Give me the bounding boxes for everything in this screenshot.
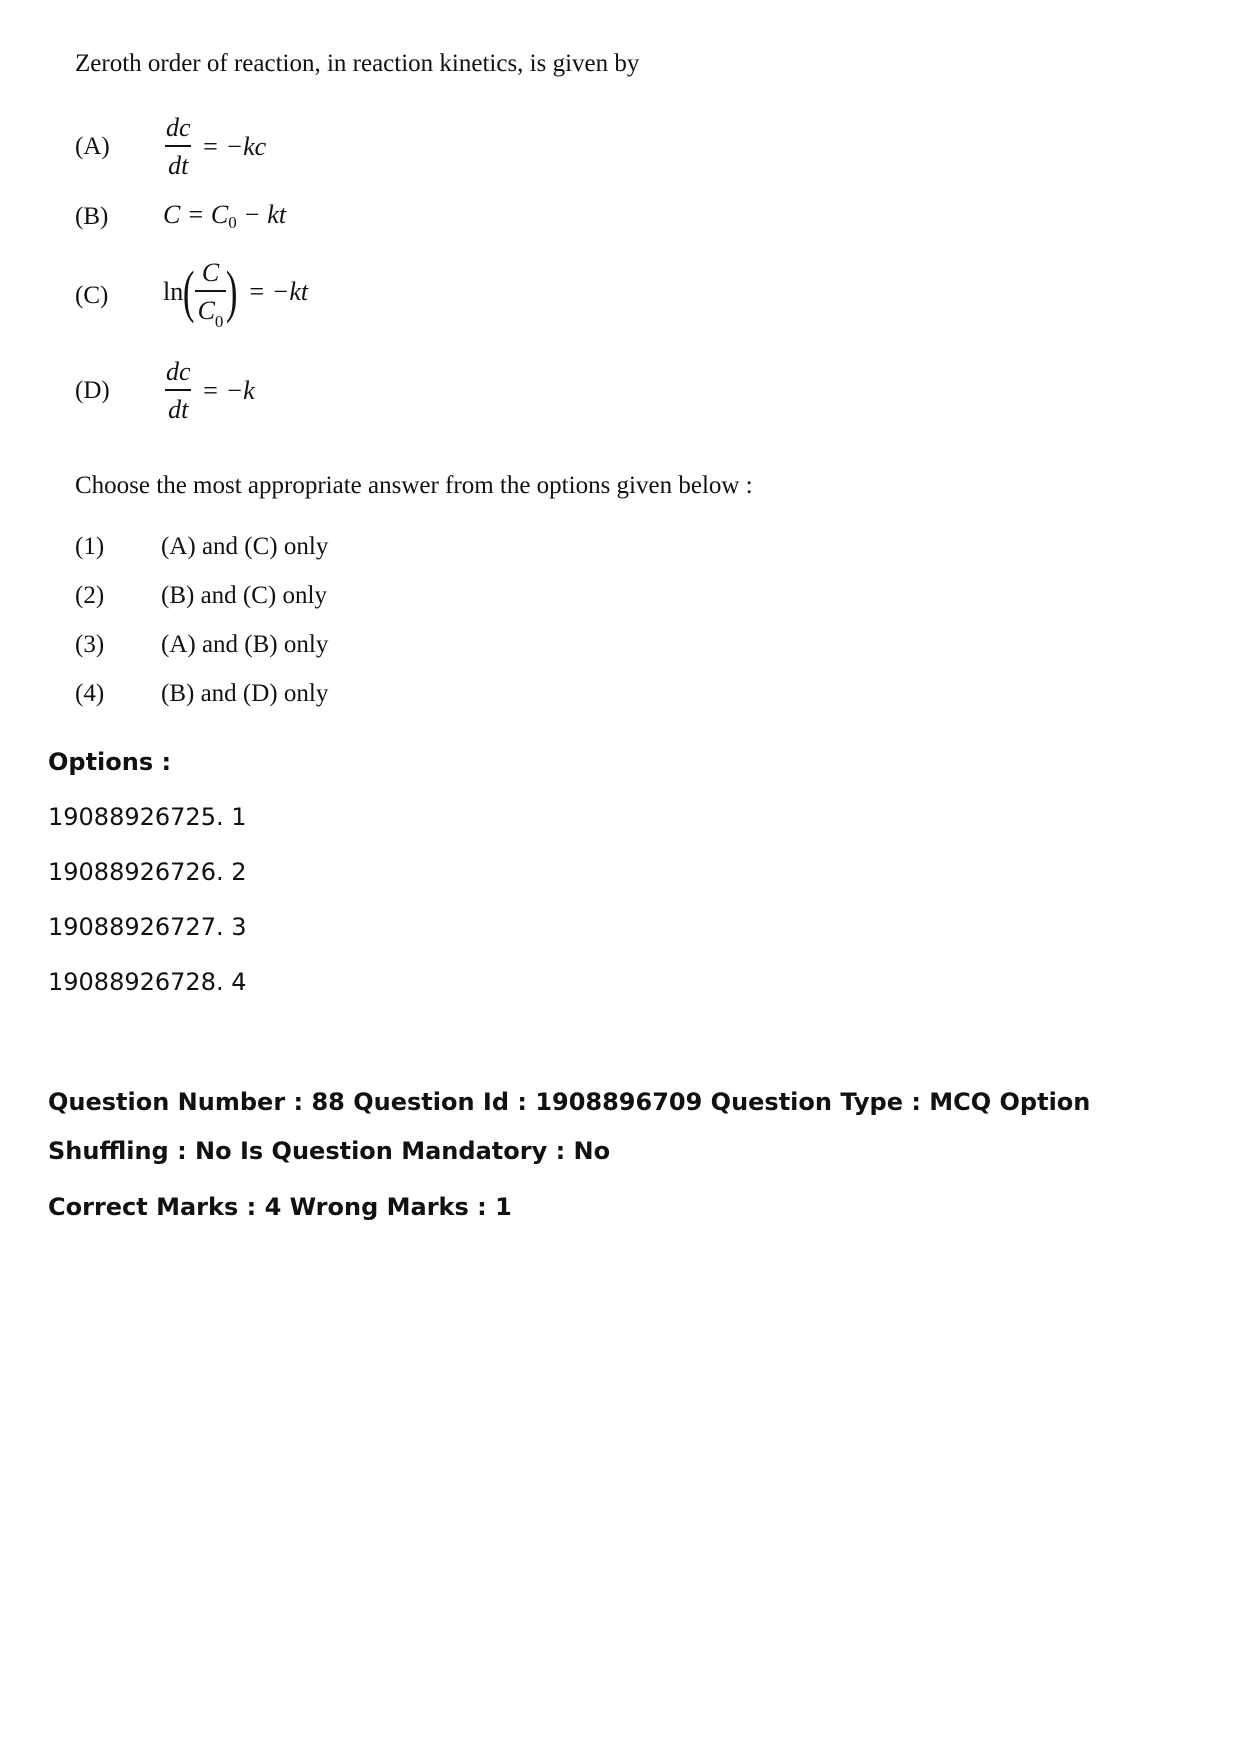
statement-a-expression <box>163 113 266 181</box>
denominator: $C_0$ <box>195 290 227 326</box>
choose-instruction: Choose the most appropriate answer from the options given below : <box>75 472 753 499</box>
rhs: = −k <box>201 376 255 405</box>
statement-d-label: (D) <box>75 377 110 404</box>
options-title: Options : <box>48 748 172 776</box>
statement-b-label: (B) <box>75 203 109 230</box>
rhs: = −kc <box>201 132 267 161</box>
lhs: C = C <box>163 200 229 229</box>
left-paren: ( <box>183 259 195 324</box>
answer-text-3: (A) and (B) only <box>161 631 329 658</box>
option-item-4: 19088926728. 4 <box>48 968 247 996</box>
answer-text-1: (A) and (C) only <box>161 533 329 560</box>
rhs: = −kt <box>247 277 309 306</box>
statement-b-expression <box>163 200 286 230</box>
option-item-1: 19088926725. 1 <box>48 803 247 831</box>
answer-text-2: (B) and (C) only <box>161 582 327 609</box>
denominator: dt <box>165 145 191 181</box>
numerator: dc <box>166 113 191 142</box>
statement-a-label: (A) <box>75 133 110 160</box>
answer-text-4: (B) and (D) only <box>161 680 329 707</box>
fraction <box>163 113 194 181</box>
question-intro: Zeroth order of reaction, in reaction kinetics, is given by <box>75 50 640 77</box>
statement-d-expression <box>163 357 255 425</box>
numerator: dc <box>166 357 191 386</box>
numerator: C <box>201 258 220 287</box>
option-item-3: 19088926727. 3 <box>48 913 247 941</box>
answer-num-1: (1) <box>75 533 105 560</box>
rhs: − kt <box>236 200 287 229</box>
denominator: dt <box>165 389 191 425</box>
statement-c-expression <box>163 258 309 331</box>
statement-c-label: (C) <box>75 282 109 309</box>
option-item-2: 19088926726. 2 <box>48 858 247 886</box>
marks-info: Correct Marks : 4 Wrong Marks : 1 <box>48 1193 512 1221</box>
question-meta: Question Number : 88 Question Id : 1908896709 Question Type : MCQ Option Shuffling : No Is Question Mandatory : No <box>48 1088 1091 1165</box>
subscript: 0 <box>228 213 237 232</box>
answer-num-4: (4) <box>75 680 105 707</box>
fraction <box>195 258 227 331</box>
fraction <box>163 357 194 425</box>
right-paren: ) <box>226 259 238 324</box>
answer-num-2: (2) <box>75 582 105 609</box>
answer-num-3: (3) <box>75 631 105 658</box>
ln-function: ln <box>163 277 184 306</box>
